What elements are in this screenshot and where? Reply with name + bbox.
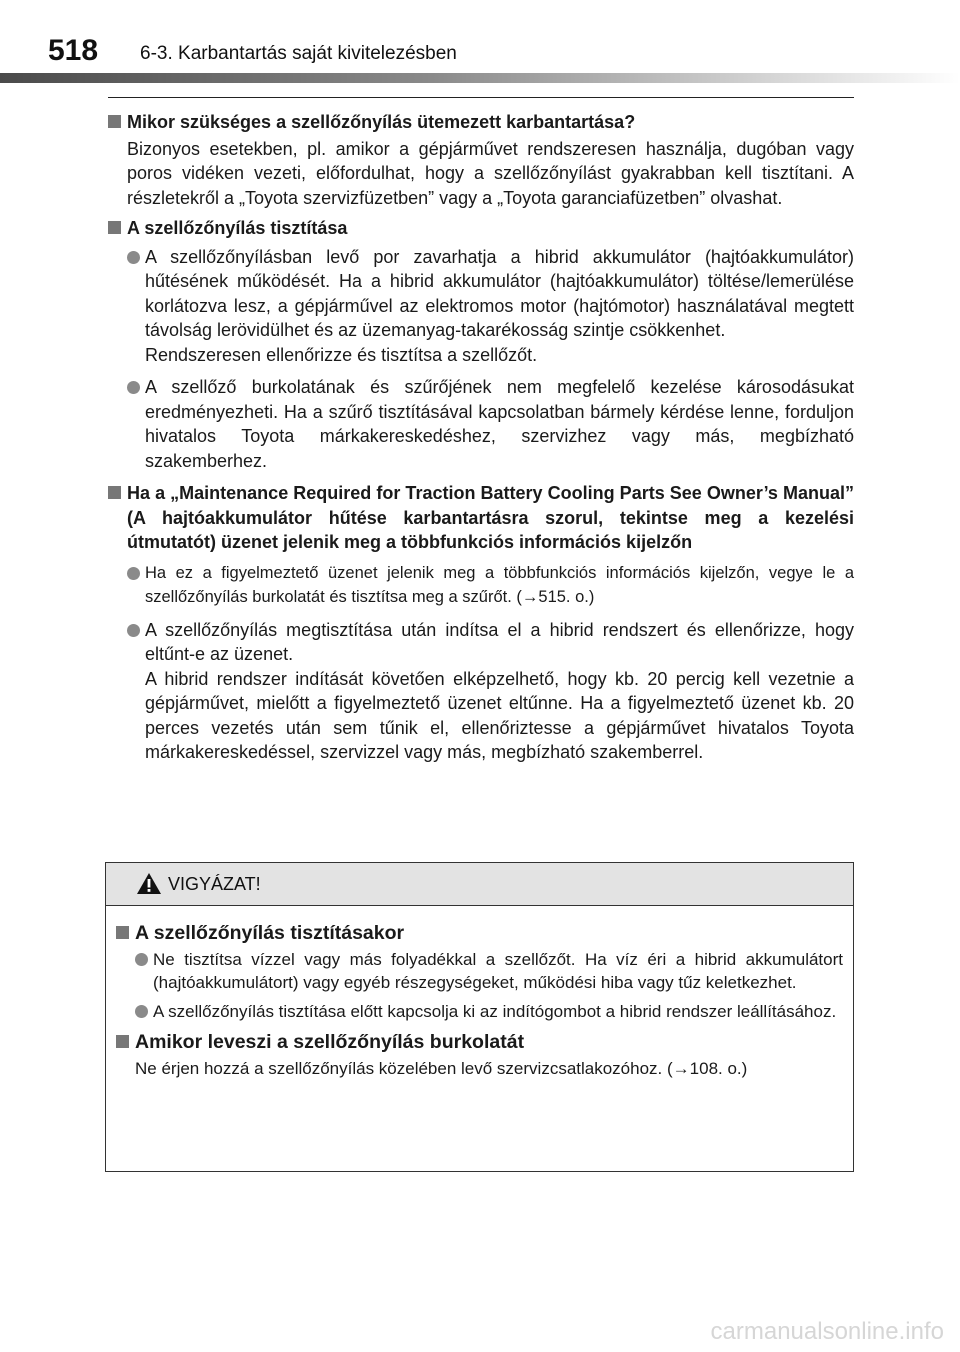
square-bullet-icon [108,115,121,128]
header-gradient-bar [0,73,960,83]
top-rule [108,97,854,98]
warning-section-heading: Amikor leveszi a szellőzőnyílás burkolatát [116,1029,843,1055]
circle-bullet-icon [135,1005,148,1018]
warning-triangle-icon [136,872,162,895]
bullet-item: A szellőzőnyílásban levő por zavarhatja a hibrid akkumulátor (hajtóakkumulátor) hűtésének működését. Ha a hibrid akkumulátor (hajtóakkumulátor) töltése/lemerülése korlátozva lesz, a gépjárművel az elektromos motor (hajtómotor) használatával megtett távolság lerövidülhet és az üzemanyag-takarékosság szintje csökkenhet. Rendszeresen ellenőrizze és tisztítsa a szellőzőt. [127,245,854,368]
bullet-item: A szellőző burkolatának és szűrőjének nem megfelelő kezelése károsodásukat eredményezheti. Ha a szűrő tisztításával kapcsolatban bármely kérdése lenne, forduljon hivatalos Toyota márkakereskedéshez, szervizhez vagy más, megbízható szakemberhez. [127,375,854,473]
warning-box [105,862,854,1172]
watermark: carmanualsonline.info [710,1318,944,1345]
section-heading: A szellőzőnyílás tisztítása [108,216,854,241]
bullet-item: A szellőzőnyílás megtisztítása után indítsa el a hibrid rendszert és ellenőrizze, hogy eltűnt-e az üzenet. A hibrid rendszer indítását követően elképzelhető, hogy kb. 20 percig kell vezetnie a gépjárművet, mielőtt a figyelmeztető üzenet eltűnne. Ha a figyelmeztető üzenet kb. 20 perces vezetés után sem tűnik el, ellenőriztesse a gépjárművet hivatalos Toyota márkakereskedéssel, szervizzel vagy más, megbízható szakemberrel. [127,618,854,765]
section-heading: Mikor szükséges a szellőzőnyílás ütemezett karbantartása? [108,110,854,135]
warning-title: VIGYÁZAT! [168,874,261,894]
section-title: 6-3. Karbantartás saját kivitelezésben [140,43,457,64]
page-number: 518 [48,34,99,67]
square-bullet-icon [116,926,129,939]
warning-bullet-item: A szellőzőnyílás tisztítása előtt kapcsolja ki az indítógombot a hibrid rendszer leállításához. [135,1000,843,1023]
warning-body [106,906,853,1080]
circle-bullet-icon [135,953,148,966]
page-header [0,0,960,80]
warning-header [106,863,853,906]
circle-bullet-icon [127,381,140,394]
warning-paragraph: Ne érjen hozzá a szellőzőnyílás közelében levő szervizcsatlakozóhoz. (→108. o.) [135,1059,748,1078]
circle-bullet-icon [127,251,140,264]
warning-bullet-item: Ne tisztítsa vízzel vagy más folyadékkal a szellőzőt. Ha víz éri a hibrid akkumulátort (hajtóakkumulátort) vagy egyéb részegységeket, működési hiba vagy tűz keletkezhet. [135,948,843,994]
bullet-item: Ha ez a figyelmeztető üzenet jelenik meg a többfunkciós információs kijelzőn, vegye le a szellőzőnyílás burkolatát és tisztítsa meg a szűrőt. (→515. o.) [127,561,854,610]
circle-bullet-icon [127,567,140,580]
circle-bullet-icon [127,624,140,637]
square-bullet-icon [108,486,121,499]
section-paragraph: Bizonyos esetekben, pl. amikor a gépjárművet rendszeresen használja, dugóban vagy poros vidéken vezeti, előfordulhat, hogy a szellőzőnyílást gyakrabban kell tisztítani. A részletekről a „Toyota szervizfüzetben” vagy a „Toyota garanciafüzetben” olvashat. [127,138,854,208]
section-heading: Ha a „Maintenance Required for Traction Battery Cooling Parts See Owner’s Manual” (A hajtóakkumulátor hűtése karbantartásra szorul, tekintse meg a kezelési útmutatót) üzenet jelenik meg a többfunkciós információs kijelzőn [108,481,854,555]
warning-section-heading: A szellőzőnyílás tisztításakor [116,920,843,946]
square-bullet-icon [116,1035,129,1048]
square-bullet-icon [108,221,121,234]
main-content [108,106,854,765]
